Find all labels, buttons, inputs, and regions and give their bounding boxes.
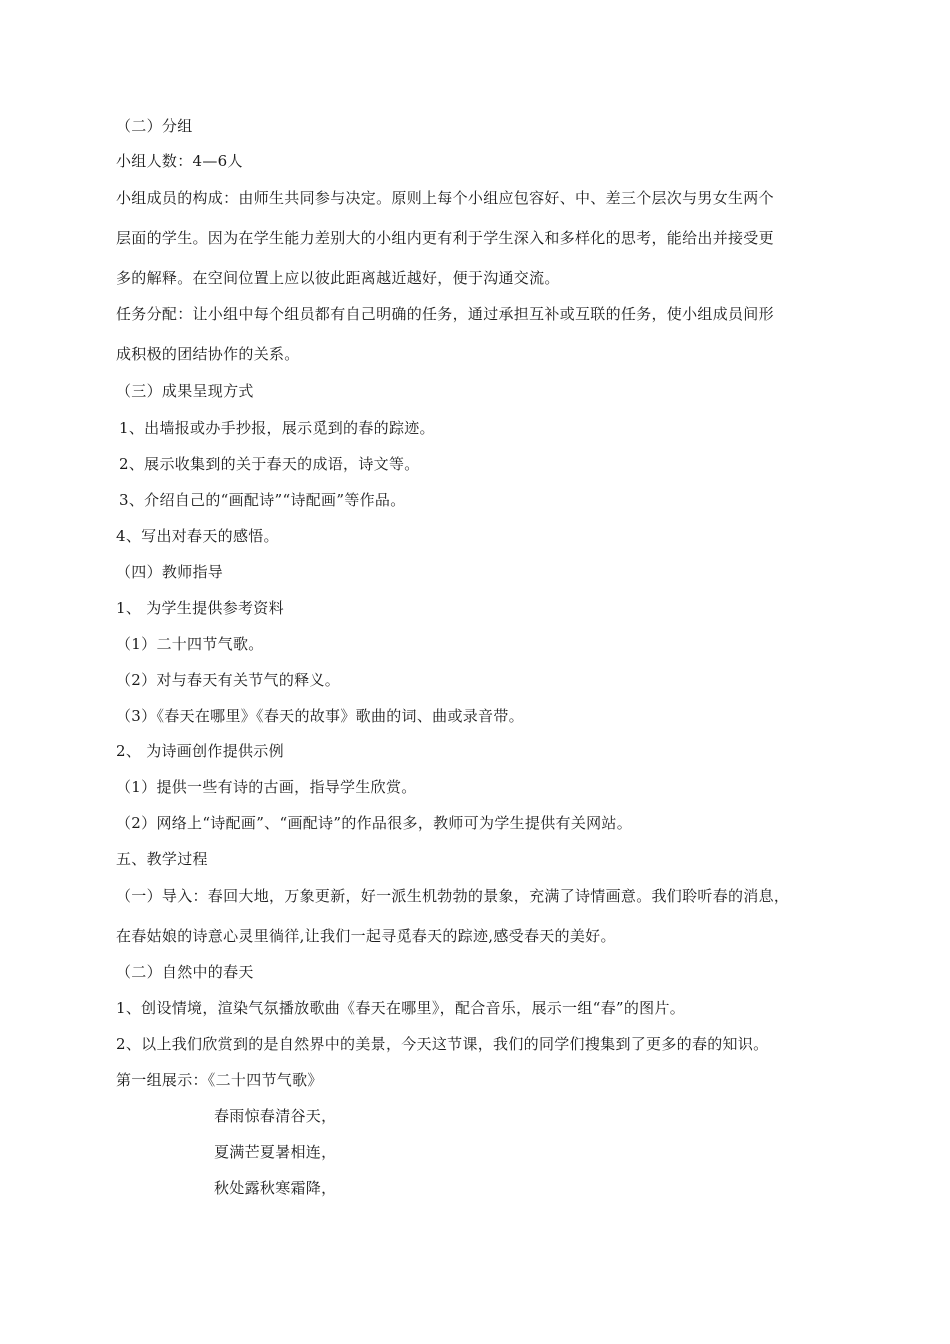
paragraph-line: 成积极的团结协作的关系。 — [116, 345, 300, 363]
section-heading-teaching-process: 五、教学过程 — [116, 850, 208, 868]
paragraph-line: （一）导入：春回大地，万象更新，好一派生机勃勃的景象，充满了诗情画意。我们聆听春的消息， — [116, 887, 790, 905]
list-item: 1、 为学生提供参考资料 — [116, 599, 284, 617]
paragraph-line: 任务分配：让小组中每个组员都有自己明确的任务，通过承担互补或互联的任务，使小组成员间形 — [116, 305, 774, 323]
section-heading-nature-spring: （二）自然中的春天 — [116, 963, 254, 981]
list-item: 2、 为诗画创作提供示例 — [116, 742, 284, 760]
paragraph-group-size: 小组人数：4—6人 — [116, 152, 243, 170]
paragraph-line: 在春姑娘的诗意心灵里徜徉,让我们一起寻觅春天的踪迹,感受春天的美好。 — [116, 927, 616, 945]
paragraph-line: 层面的学生。因为在学生能力差别大的小组内更有利于学生深入和多样化的思考，能给出并接受更 — [116, 229, 774, 247]
list-item: （2）网络上“诗配画”、“画配诗”的作品很多，教师可为学生提供有关网站。 — [116, 814, 633, 832]
list-item: 2、以上我们欣赏到的是自然界中的美景，今天这节课，我们的同学们搜集到了更多的春的知识。 — [116, 1035, 769, 1053]
paragraph-line: 多的解释。在空间位置上应以彼此距离越近越好，便于沟通交流。 — [116, 269, 560, 287]
section-heading-grouping: （二）分组 — [116, 117, 193, 135]
list-item: （3）《春天在哪里》《春天的故事》歌曲的词、曲或录音带。 — [116, 707, 524, 725]
list-item: 3、介绍自己的“画配诗”“诗配画”等作品。 — [119, 491, 406, 509]
poem-line: 夏满芒夏暑相连， — [214, 1143, 337, 1161]
list-item: （1）提供一些有诗的古画，指导学生欣赏。 — [116, 778, 417, 796]
list-item: （2）对与春天有关节气的释义。 — [116, 671, 341, 689]
section-heading-results: （三）成果呈现方式 — [116, 382, 254, 400]
poem-line: 春雨惊春清谷天， — [214, 1107, 337, 1125]
list-item: 2、展示收集到的关于春天的成语，诗文等。 — [119, 455, 420, 473]
poem-line: 秋处露秋寒霜降， — [214, 1179, 337, 1197]
paragraph-line: 小组成员的构成：由师生共同参与决定。原则上每个小组应包容好、中、差三个层次与男女生两个 — [116, 189, 774, 207]
group-showcase-title: 第一组展示：《二十四节气歌》 — [116, 1071, 323, 1089]
list-item: （1）二十四节气歌。 — [116, 635, 264, 653]
section-heading-guidance: （四）教师指导 — [116, 563, 224, 581]
list-item: 4、写出对春天的感悟。 — [116, 527, 279, 545]
list-item: 1、创设情境，渲染气氛播放歌曲《春天在哪里》，配合音乐，展示一组“春”的图片。 — [116, 999, 686, 1017]
list-item: 1、出墙报或办手抄报，展示觅到的春的踪迹。 — [119, 419, 435, 437]
